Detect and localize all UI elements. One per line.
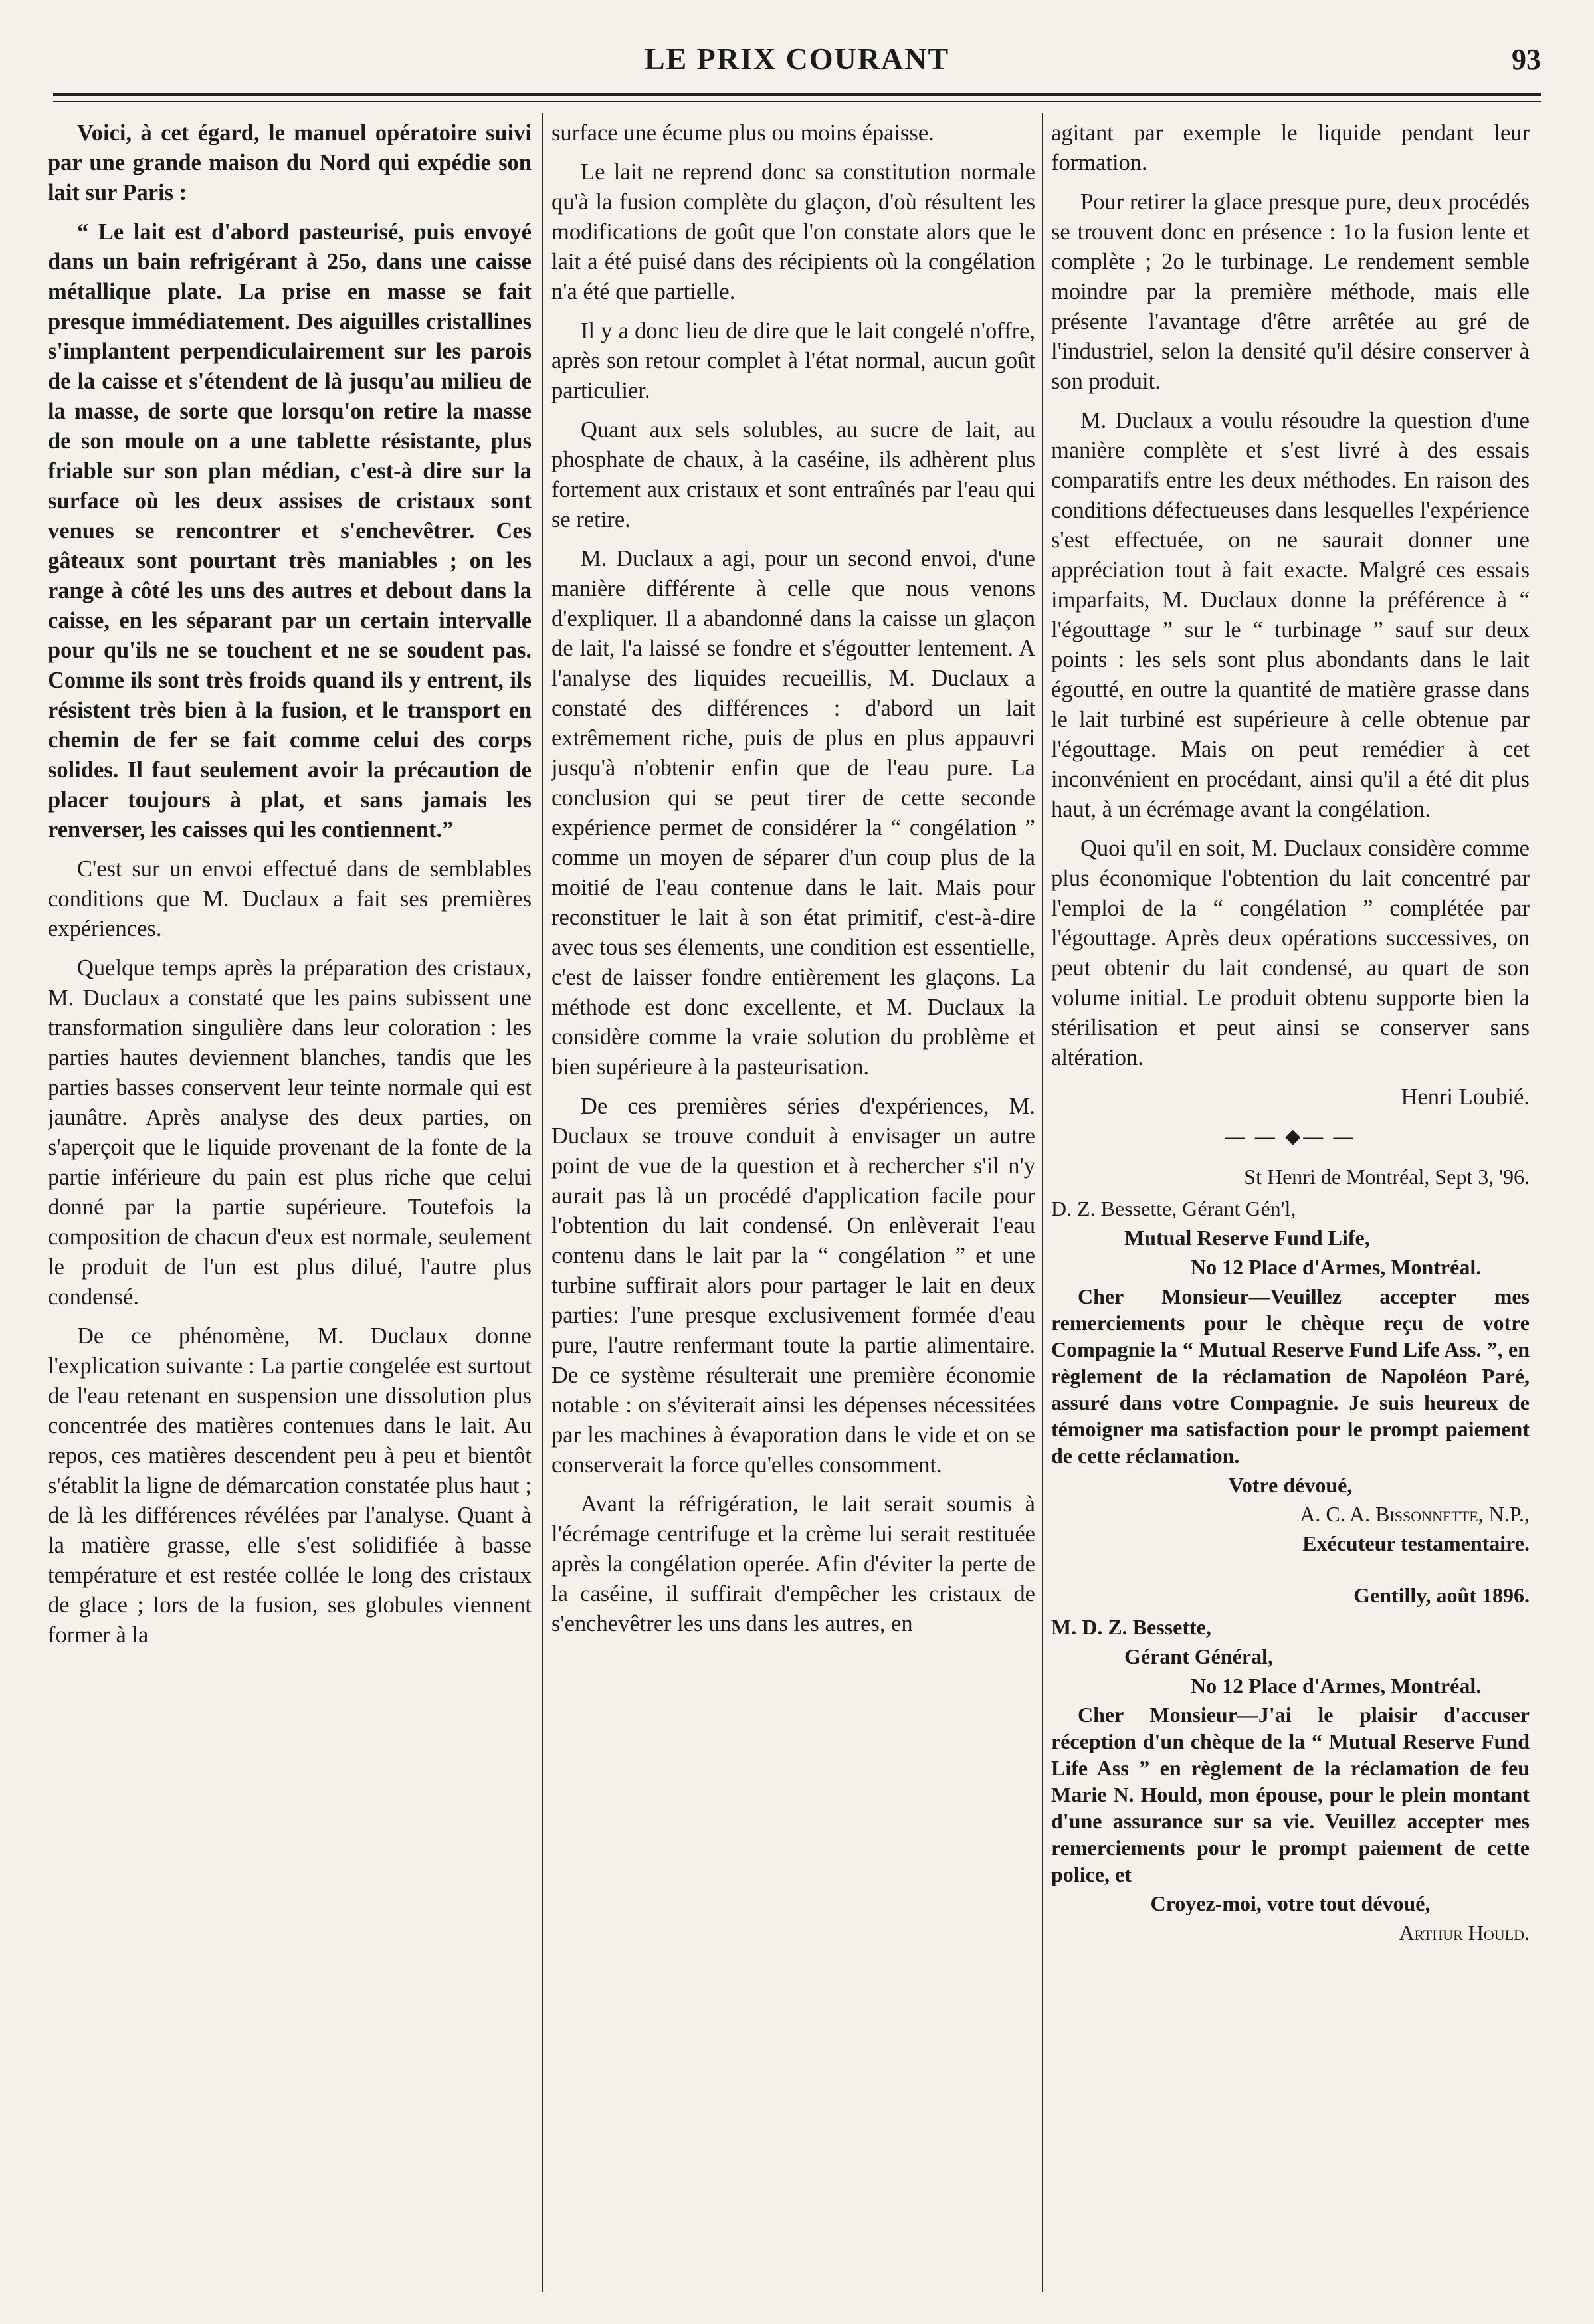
header-rule-thin — [53, 101, 1541, 102]
letter-dateline: Gentilly, août 1896. — [1353, 1583, 1530, 1607]
letter-closing: Votre dévoué, — [1228, 1473, 1353, 1497]
header-rule — [53, 93, 1541, 96]
paragraph: Le lait ne reprend donc sa constitution normale qu'à la fusion complète du glaçon, d'où résultent les modifications de goût que l'on constate alors que le lait a été puisé dans des récipients où la congélation n'a été que partielle. — [551, 159, 1035, 304]
paragraph: Il y a donc lieu de dire que le lait congelé n'offre, après son retour complet à l'état normal, aucun goût particulier. — [551, 318, 1035, 403]
article-signature: Henri Loubié. — [1401, 1084, 1530, 1110]
testimonial-letter-2 — [1051, 1582, 1530, 1946]
letter-signer-title: Exécuteur testamentaire. — [1302, 1531, 1530, 1555]
paragraph: Avant la réfrigération, le lait serait soumis à l'écrémage centrifuge et la crème lui serait restituée après la congélation operée. Afin d'éviter la perte de la caséine, il suffirait d'empêcher les cristaux de s'enchevêtrer les uns dans les autres, en — [551, 1492, 1035, 1636]
paragraph: agitant par exemple le liquide pendant leur formation. — [1051, 120, 1530, 175]
paragraph: Quant aux sels solubles, au sucre de lait, au phosphate de chaux, à la caséine, ils adhèrent plus fortement aux cristaux et sont entraînés par l'eau qui se retire. — [551, 417, 1035, 532]
paragraph: De ces premières séries d'expériences, M. Duclaux se trouve conduit à envisager un autre point de vue de la question et à rechercher s'il n'y aurait pas là un procédé d'application facile pour l'obtention du lait condensé. On enlèverait l'eau contenu dans le lait par la “ congélation ” et une turbine suffirait alors pour partager le lait en deux parties: l'une presque exclusivement formée d'eau pure, l'autre renfermant toute la partie alimentaire. De ce système résulterait une première économie notable : on s'éviterait ainsi les dépenses nécessitées par les machines à évaporation dans le vide et on se conserverait la force qu'elles consomment. — [551, 1094, 1035, 1478]
column-1 — [48, 118, 532, 2284]
column-divider-2 — [1042, 113, 1043, 2292]
letter-address-line: No 12 Place d'Armes, Montréal. — [1191, 1674, 1482, 1697]
paragraph: M. Duclaux a voulu résoudre la question d'une manière complète et s'est livré à des essais comparatifs entre les deux méthodes. En raison des conditions défectueuses dans lesquelles l'expérience s'est effectuée, on ne saurait donner une appréciation tout à fait exacte. Malgré ces essais imparfaits, M. Duclaux donne la préférence à “ l'égouttage ” sur le “ turbinage ” sauf sur deux points : les sels sont plus abondants dans le lait égoutté, en outre la quantité de matière grasse dans le lait turbiné est supérieure à celle obtenue par l'égouttage. Mais on peut remédier à cet inconvénient en procédant, ainsi qu'il a été dit plus haut, à un écrémage avant la congélation. — [1051, 408, 1530, 822]
paragraph: Quelque temps après la préparation des cristaux, M. Duclaux a constaté que les pains subissent une transformation singulière dans leur coloration : les parties hautes deviennent blanches, tandis que les parties basses conservent leur teinte normale qui est jaunâtre. Après analyse des deux parties, on s'aperçoit que le liquide provenant de la fonte de la partie inférieure du pain est plus riche que celui donné par la partie supérieure. Toutefois la composition de chacun d'eux est normale, seulement le produit de l'un est plus dilué, l'autre plus condensé. — [48, 955, 532, 1309]
letter-signer: Arthur Hould. — [1399, 1921, 1530, 1945]
column-2 — [551, 118, 1035, 2284]
letter-body: Cher Monsieur—Veuillez accepter mes remerciements pour le chèque reçu de votre Compagnie la “ Mutual Reserve Fund Life Ass. ”, en règlement de la réclamation de Napoléon Paré, assuré dans votre Compagnie. Je suis heureux de témoigner ma satisfaction pour le prompt paiement de cette réclamation. — [1051, 1284, 1530, 1468]
section-ornament: — — ◆— — — [1225, 1125, 1356, 1147]
letter-body: Cher Monsieur—J'ai le plaisir d'accuser réception d'un chèque de la “ Mutual Reserve Fund Life Ass ” en règlement de la réclamation de feu Marie N. Hould, mon épouse, pour le plein montant d'une assurance sur sa vie. Veuillez accepter mes remerciements pour le prompt paiement de cette police, et — [1051, 1703, 1530, 1886]
letter-signer: A. C. A. Bissonnette, N.P., — [1300, 1502, 1530, 1526]
paragraph: Pour retirer la glace presque pure, deux procédés se trouvent donc en présence : 1o la fusion lente et complète ; 2o le turbinage. Le rendement semble moindre par la première méthode, mais elle présente l'avantage d'être arrêtée au gré de l'industriel, selon la densité qu'il désire conserver à son produit. — [1051, 189, 1530, 394]
column-divider-1 — [542, 113, 543, 2292]
letter-address-line: Gérant Général, — [1124, 1644, 1273, 1668]
letter-address-line: Mutual Reserve Fund Life, — [1124, 1226, 1370, 1250]
testimonial-letter-1 — [1051, 1163, 1530, 1557]
page-number: 93 — [1512, 43, 1541, 76]
paragraph: M. Duclaux a agi, pour un second envoi, d'une manière différente à celle que nous venons d'expliquer. Il a abandonné dans la caisse un glaçon de lait, l'a laissé se fondre et s'égoutter lentement. A l'analyse des liquides recueillis, M. Duclaux a constaté des différences : d'abord un lait extrêmement riche, puis de plus en plus appauvri jusqu'à n'obtenir enfin que de l'eau pure. La conclusion qui se peut tirer de cette seconde expérience permet de considérer la “ congélation ” comme un moyen de séparer d'un coup plus de la moitié de l'eau contenue dans le lait. Mais pour reconstituer le lait à son état primitif, c'est-à-dire avec tous ses élements, une condition est essentielle, c'est de laisser fondre entièrement les glaçons. La méthode est donc excellente, et M. Duclaux la considère comme la vraie solution du problème et bien supérieure à la pasteurisation. — [551, 546, 1035, 1080]
letter-address-line: No 12 Place d'Armes, Montréal. — [1191, 1255, 1482, 1279]
publication-title: LE PRIX COURANT — [644, 42, 950, 76]
letter-dateline: St Henri de Montréal, Sept 3, '96. — [1244, 1165, 1530, 1189]
quoted-paragraph: “ Le lait est d'abord pasteurisé, puis envoyé dans un bain refrigérant à 25o, dans une caisse métallique plate. La prise en masse se fait presque immédiatement. Des aiguilles cristallines s'implantent perpendiculairement sur les parois de la caisse et s'étendent de là jusqu'au milieu de la masse, de sorte que lorsqu'on retire la masse de son moule on a une tablette résistante, plus friable sur son plan médian, c'est-à dire sur la surface où les deux assises de cristaux sont venues se rencontrer et s'enchevêtrer. Ces gâteaux sont pourtant très maniables ; on les range à côté les uns des autres et debout dans la caisse, en les séparant par un certain intervalle pour qu'ils ne se touchent et ne se soudent pas. Comme ils sont très froids quand ils y entrent, ils résistent très bien à la fusion, et le transport en chemin de fer se fait comme celui des corps solides. Il faut seulement avoir la précaution de placer toujours à plat, et sans jamais les renverser, les caisses qui les contiennent.” — [48, 219, 532, 842]
paragraph: C'est sur un envoi effectué dans de semblables conditions que M. Duclaux a fait ses premières expériences. — [48, 856, 532, 941]
paragraph: Voici, à cet égard, le manuel opératoire suivi par une grande maison du Nord qui expédie son lait sur Paris : — [48, 120, 532, 205]
column-3 — [1051, 118, 1530, 2284]
letter-closing: Croyez-moi, votre tout dévoué, — [1150, 1891, 1431, 1915]
paragraph: surface une écume plus ou moins épaisse. — [551, 120, 934, 145]
letter-address-line: M. D. Z. Bessette, — [1051, 1615, 1211, 1639]
paragraph: De ce phénomène, M. Duclaux donne l'explication suivante : La partie congelée est surtout de l'eau retenant en suspension une dissolution plus concentrée des matières contenues dans le lait. Au repos, ces matières descendent peu à peu et bientôt s'établit la ligne de démarcation constatée plus haut ; de là les différences révélées par l'analyse. Quant à la matière grasse, elle s'est solidifiée à basse température et est restée collée le long des cristaux de glace ; lors de la fusion, ses globules viennent former à la — [48, 1323, 532, 1648]
paragraph: Quoi qu'il en soit, M. Duclaux considère comme plus économique l'obtention du lait concentré par l'emploi de la “ congélation ” complétée par l'égouttage. Après deux opérations successives, on peut obtenir du lait condensé, au quart de son volume initial. Le produit obtenu supporte bien la stérilisation et peut ainsi se conserver sans altération. — [1051, 836, 1530, 1070]
spacer — [1051, 1559, 1530, 1582]
letter-address-line: D. Z. Bessette, Gérant Gén'l, — [1051, 1197, 1296, 1220]
masthead — [53, 41, 1541, 94]
